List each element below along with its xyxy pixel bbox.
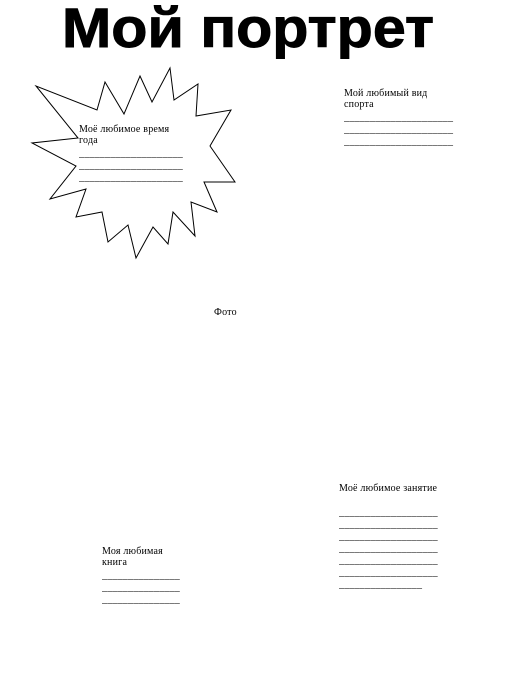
favorite-season-label: Моё любимое время года xyxy=(79,124,170,146)
favorite-hobby-block xyxy=(339,483,443,591)
page-title xyxy=(0,0,515,70)
favorite-season-answer-line: ____________________ xyxy=(79,148,183,159)
favorite-book-answer-line: _______________ xyxy=(102,570,180,581)
favorite-book-answer-line: _______________ xyxy=(102,594,180,605)
photo-placeholder xyxy=(214,307,254,318)
favorite-hobby-answer-line: ___________________ xyxy=(339,567,438,578)
favorite-hobby-answer-line: ___________________ xyxy=(339,543,438,554)
favorite-sport-answer-line: _____________________ xyxy=(344,136,454,147)
favorite-sport-label: Мой любимый вид спорта xyxy=(344,88,428,110)
favorite-season-answer-line: ____________________ xyxy=(79,172,183,183)
favorite-sport-answer-line: _____________________ xyxy=(344,124,454,135)
favorite-hobby-answer-line: ___________________ xyxy=(339,555,438,566)
favorite-book-label: Моя любимая книга xyxy=(102,546,163,568)
favorite-season-block xyxy=(79,124,189,184)
favorite-hobby-label: Моё любимое занятие xyxy=(339,483,438,494)
favorite-hobby-answer-line: ___________________ xyxy=(339,531,438,542)
favorite-hobby-answer-line: ___________________ xyxy=(339,519,438,530)
favorite-book-block xyxy=(102,546,184,606)
favorite-hobby-answer-line: ________________ xyxy=(339,579,423,590)
favorite-sport-answer-line: _____________________ xyxy=(344,112,454,123)
favorite-book-answer-line: _______________ xyxy=(102,582,180,593)
favorite-hobby-answer-line: ___________________ xyxy=(339,507,438,518)
photo-label: Фото xyxy=(214,307,237,318)
favorite-sport-block xyxy=(344,88,456,148)
favorite-season-answer-line: ____________________ xyxy=(79,160,183,171)
page-title-text: Мой портрет xyxy=(62,0,435,60)
